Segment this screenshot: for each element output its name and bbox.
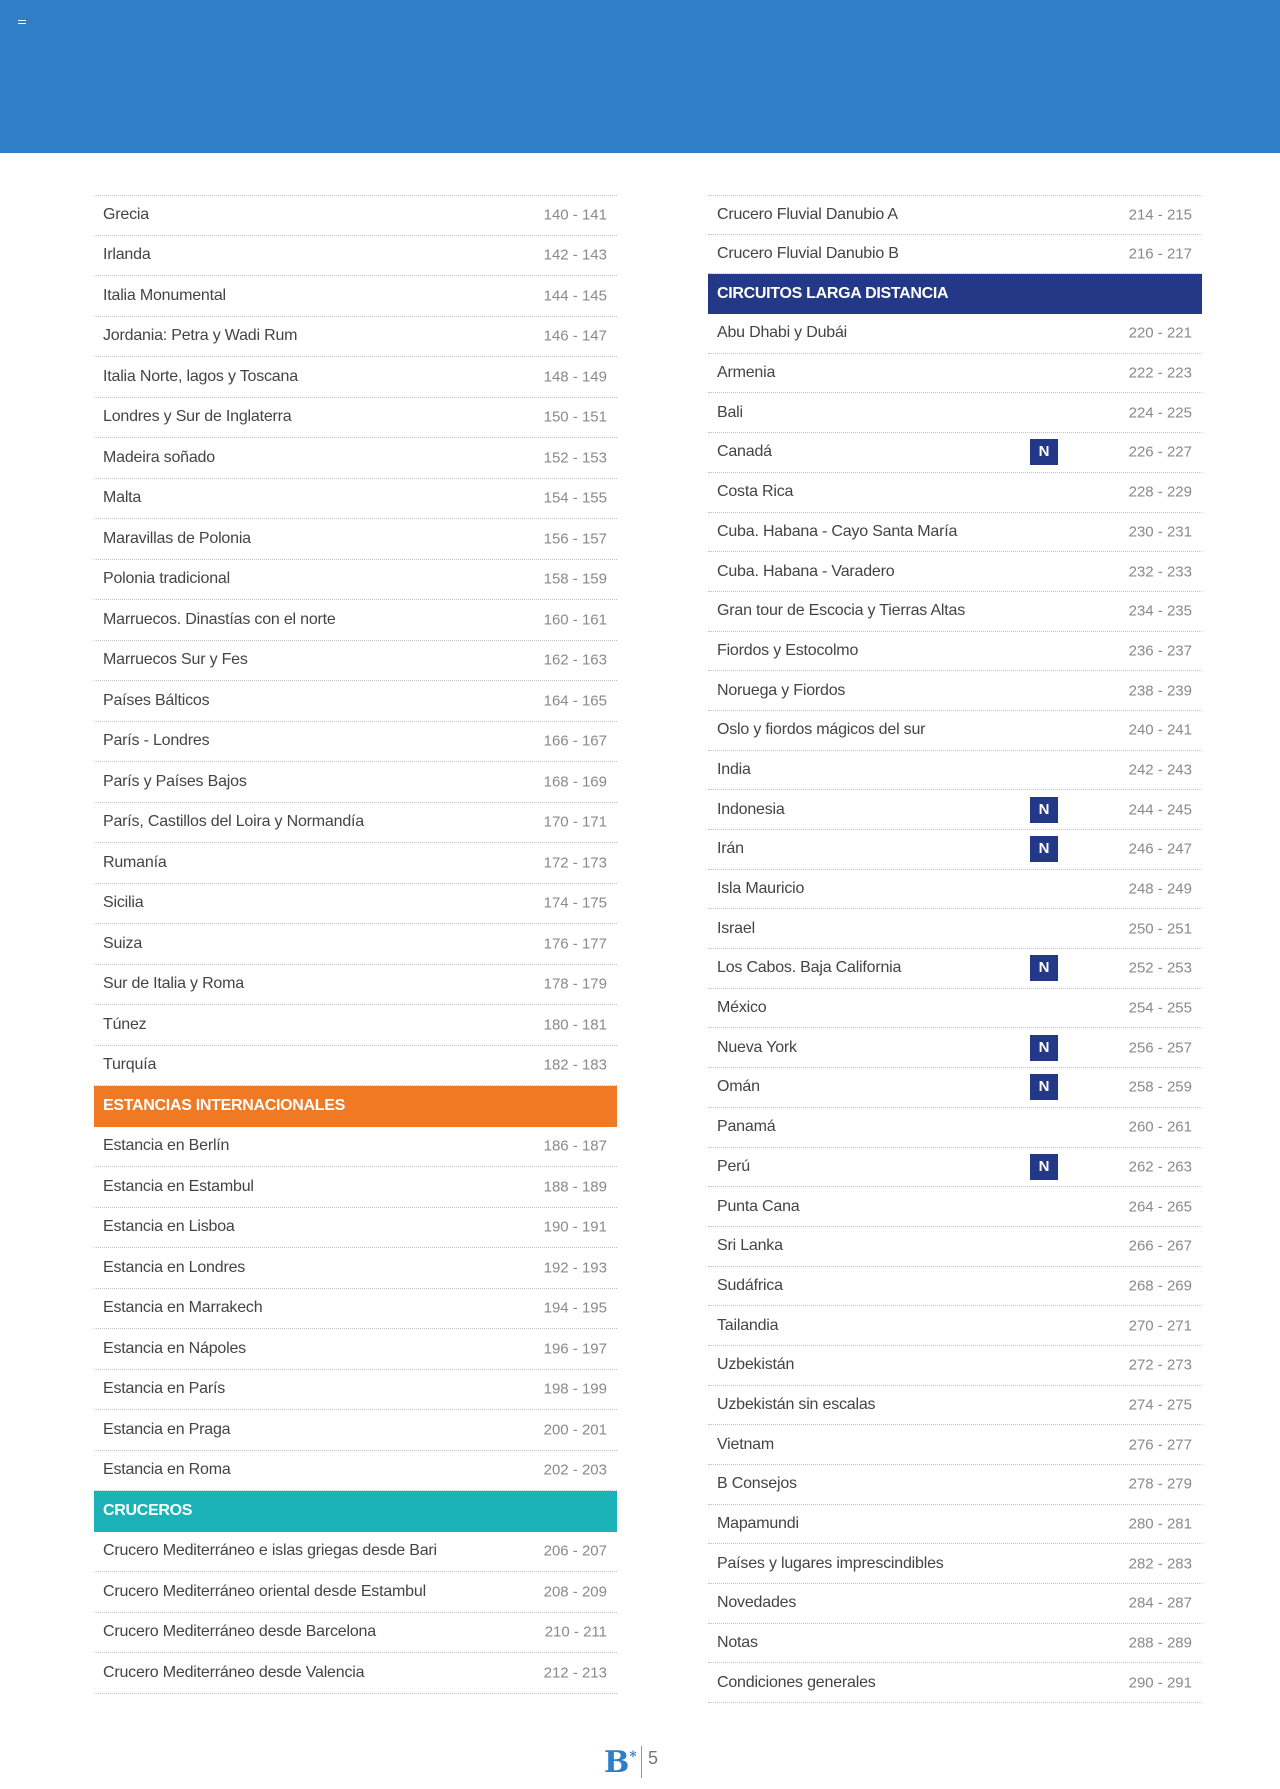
toc-entry-title: Jordania: Petra y Wadi Rum xyxy=(103,327,298,345)
toc-entry[interactable] xyxy=(94,1167,617,1208)
toc-entry-pages: 288 - 289 xyxy=(1128,1634,1192,1652)
toc-entry[interactable] xyxy=(708,513,1202,553)
toc-entry[interactable] xyxy=(708,909,1202,949)
toc-entry-title: Estancia en París xyxy=(103,1380,225,1398)
toc-entry-pages: 224 - 225 xyxy=(1128,404,1192,422)
toc-entry[interactable] xyxy=(94,884,617,925)
toc-entry-title: Polonia tradicional xyxy=(103,570,230,588)
toc-entry[interactable] xyxy=(708,1148,1202,1188)
toc-entry-pages: 266 - 267 xyxy=(1128,1237,1192,1255)
toc-entry-title: Italia Monumental xyxy=(103,286,226,304)
toc-entry-title: Estancia en Praga xyxy=(103,1420,231,1438)
toc-entry-pages: 158 - 159 xyxy=(543,570,607,588)
toc-entry-pages: 272 - 273 xyxy=(1128,1356,1192,1374)
toc-entry-pages: 290 - 291 xyxy=(1128,1674,1192,1692)
toc-entry-title: Tailandia xyxy=(717,1316,779,1334)
toc-entry-title: Países y lugares imprescindibles xyxy=(717,1554,944,1572)
toc-entry-title: Vietnam xyxy=(717,1435,775,1453)
toc-entry-title: Uzbekistán xyxy=(717,1356,795,1374)
toc-entry-title: Estancia en Roma xyxy=(103,1461,231,1479)
toc-entry-pages: 164 - 165 xyxy=(543,692,607,710)
toc-entry-pages: 230 - 231 xyxy=(1128,523,1192,541)
toc-entry-pages: 268 - 269 xyxy=(1128,1277,1192,1295)
toc-entry-pages: 200 - 201 xyxy=(543,1421,607,1439)
toc-entry[interactable] xyxy=(708,1068,1202,1108)
toc-entry[interactable] xyxy=(94,722,617,763)
toc-entry[interactable] xyxy=(94,1451,617,1492)
toc-entry-pages: 280 - 281 xyxy=(1128,1515,1192,1533)
toc-entry-title: Turquía xyxy=(103,1056,157,1074)
toc-entry-pages: 170 - 171 xyxy=(543,813,607,831)
toc-entry[interactable] xyxy=(708,1386,1202,1426)
toc-entry[interactable] xyxy=(94,236,617,277)
toc-entry[interactable] xyxy=(708,790,1202,830)
section-header xyxy=(708,274,1202,314)
toc-entry-pages: 160 - 161 xyxy=(543,611,607,629)
toc-entry-pages: 264 - 265 xyxy=(1128,1198,1192,1216)
hamburger-icon[interactable] xyxy=(18,20,26,26)
toc-entry[interactable] xyxy=(94,317,617,358)
toc-entry-pages: 166 - 167 xyxy=(543,732,607,750)
toc-entry-pages: 140 - 141 xyxy=(543,206,607,224)
toc-entry[interactable] xyxy=(94,1572,617,1613)
toc-entry-title: Londres y Sur de Inglaterra xyxy=(103,408,292,426)
toc-entry[interactable] xyxy=(94,1208,617,1249)
toc-entry[interactable] xyxy=(94,803,617,844)
toc-entry-title: Suiza xyxy=(103,934,143,952)
toc-entry[interactable] xyxy=(708,671,1202,711)
toc-entry-title: París, Castillos del Loira y Normandía xyxy=(103,813,364,831)
toc-entry[interactable] xyxy=(708,1624,1202,1664)
toc-entry[interactable] xyxy=(94,600,617,641)
toc-entry-pages: 182 - 183 xyxy=(543,1056,607,1074)
toc-entry-pages: 226 - 227 xyxy=(1128,443,1192,461)
new-badge: N xyxy=(1030,1074,1058,1100)
toc-entry-title: Armenia xyxy=(717,364,776,382)
toc-entry-title: Cuba. Habana - Cayo Santa María xyxy=(717,522,958,540)
toc-entry-pages: 238 - 239 xyxy=(1128,682,1192,700)
toc-entry[interactable] xyxy=(708,393,1202,433)
toc-entry-title: Estancia en Estambul xyxy=(103,1177,254,1195)
toc-entry-title: Indonesia xyxy=(717,800,785,818)
toc-entry[interactable] xyxy=(708,1306,1202,1346)
toc-entry-pages: 220 - 221 xyxy=(1128,324,1192,342)
toc-entry[interactable] xyxy=(94,195,617,236)
section-title: CIRCUITOS LARGA DISTANCIA xyxy=(717,285,949,303)
toc-entry-title: Malta xyxy=(103,489,142,507)
toc-entry[interactable] xyxy=(94,1613,617,1654)
toc-entry-pages: 270 - 271 xyxy=(1128,1317,1192,1335)
toc-entry-title: Noruega y Fiordos xyxy=(717,681,846,699)
toc-entry-pages: 168 - 169 xyxy=(543,773,607,791)
toc-entry[interactable] xyxy=(708,1544,1202,1584)
toc-entry-title: Punta Cana xyxy=(717,1197,800,1215)
toc-entry-title: Maravillas de Polonia xyxy=(103,529,251,547)
toc-entry-title: Grecia xyxy=(103,206,149,224)
section-header xyxy=(94,1491,617,1532)
toc-entry-title: Uzbekistán sin escalas xyxy=(717,1395,876,1413)
toc-entry-pages: 146 - 147 xyxy=(543,327,607,345)
toc-entry[interactable] xyxy=(94,762,617,803)
toc-entry-pages: 242 - 243 xyxy=(1128,761,1192,779)
toc-entry[interactable] xyxy=(94,965,617,1006)
toc-entry[interactable] xyxy=(708,1465,1202,1505)
section-header xyxy=(94,1086,617,1127)
toc-entry-title: Irán xyxy=(717,840,744,858)
toc-entry[interactable] xyxy=(708,1425,1202,1465)
toc-entry[interactable] xyxy=(94,843,617,884)
toc-entry[interactable] xyxy=(94,641,617,682)
toc-entry-pages: 198 - 199 xyxy=(543,1380,607,1398)
toc-entry[interactable] xyxy=(94,1653,617,1694)
toc-entry-pages: 278 - 279 xyxy=(1128,1475,1192,1493)
toc-entry[interactable] xyxy=(708,433,1202,473)
toc-entry-title: Condiciones generales xyxy=(717,1673,876,1691)
toc-entry-pages: 144 - 145 xyxy=(543,287,607,305)
toc-entry[interactable] xyxy=(94,1248,617,1289)
toc-right-column xyxy=(708,195,1202,1703)
toc-entry-pages: 174 - 175 xyxy=(543,894,607,912)
toc-entry-pages: 142 - 143 xyxy=(543,246,607,264)
toc-entry-pages: 234 - 235 xyxy=(1128,602,1192,620)
toc-entry[interactable] xyxy=(708,1663,1202,1703)
toc-entry[interactable] xyxy=(708,1267,1202,1307)
toc-entry-pages: 148 - 149 xyxy=(543,368,607,386)
toc-entry-title: Israel xyxy=(717,919,755,937)
toc-entry[interactable] xyxy=(708,711,1202,751)
toc-entry-pages: 258 - 259 xyxy=(1128,1078,1192,1096)
toc-entry-title: Crucero Fluvial Danubio A xyxy=(717,205,898,223)
toc-entry[interactable] xyxy=(94,357,617,398)
toc-entry-title: Mapamundi xyxy=(717,1515,799,1533)
toc-entry-title: Irlanda xyxy=(103,246,151,264)
toc-entry-pages: 250 - 251 xyxy=(1128,920,1192,938)
toc-entry-pages: 240 - 241 xyxy=(1128,721,1192,739)
toc-entry-pages: 282 - 283 xyxy=(1128,1555,1192,1573)
toc-entry-title: México xyxy=(717,999,767,1017)
toc-entry-pages: 248 - 249 xyxy=(1128,880,1192,898)
toc-entry[interactable] xyxy=(94,479,617,520)
toc-entry-pages: 254 - 255 xyxy=(1128,999,1192,1017)
toc-entry[interactable] xyxy=(708,949,1202,989)
toc-entry-pages: 222 - 223 xyxy=(1128,364,1192,382)
toc-entry-title: Madeira soñado xyxy=(103,448,215,466)
toc-entry[interactable] xyxy=(94,1329,617,1370)
toc-entry-title: Crucero Mediterráneo oriental desde Estambul xyxy=(103,1582,426,1600)
toc-entry[interactable] xyxy=(708,751,1202,791)
toc-entry[interactable] xyxy=(708,235,1202,275)
toc-entry-pages: 162 - 163 xyxy=(543,651,607,669)
toc-entry-pages: 190 - 191 xyxy=(543,1218,607,1236)
section-title: ESTANCIAS INTERNACIONALES xyxy=(103,1097,345,1115)
toc-entry-pages: 262 - 263 xyxy=(1128,1158,1192,1176)
toc-entry-title: Estancia en Londres xyxy=(103,1258,246,1276)
toc-entry-title: Crucero Mediterráneo desde Valencia xyxy=(103,1663,365,1681)
toc-entry[interactable] xyxy=(708,989,1202,1029)
toc-entry-pages: 210 - 211 xyxy=(544,1623,607,1641)
toc-entry-pages: 156 - 157 xyxy=(543,530,607,548)
toc-entry-pages: 208 - 209 xyxy=(543,1583,607,1601)
toc-entry[interactable] xyxy=(94,398,617,439)
toc-entry-pages: 256 - 257 xyxy=(1128,1039,1192,1057)
toc-entry[interactable] xyxy=(708,354,1202,394)
new-badge: N xyxy=(1030,439,1058,465)
toc-entry[interactable] xyxy=(708,1108,1202,1148)
toc-entry[interactable] xyxy=(94,1410,617,1451)
toc-entry[interactable] xyxy=(708,1584,1202,1624)
toc-entry-title: Costa Rica xyxy=(717,483,794,501)
brand-logo: B* xyxy=(604,1745,637,1780)
toc-entry-title: Italia Norte, lagos y Toscana xyxy=(103,367,298,385)
toc-entry-title: Nueva York xyxy=(717,1038,797,1056)
new-badge: N xyxy=(1030,1035,1058,1061)
toc-entry-title: Fiordos y Estocolmo xyxy=(717,641,859,659)
new-badge: N xyxy=(1030,797,1058,823)
toc-entry[interactable] xyxy=(708,473,1202,513)
toc-entry-pages: 152 - 153 xyxy=(543,449,607,467)
toc-entry-title: Isla Mauricio xyxy=(717,880,805,898)
toc-entry[interactable] xyxy=(94,1046,617,1087)
new-badge: N xyxy=(1030,1154,1058,1180)
toc-entry-title: Abu Dhabi y Dubái xyxy=(717,324,848,342)
toc-entry-title: Canadá xyxy=(717,443,772,461)
toc-entry-title: Sudáfrica xyxy=(717,1276,783,1294)
toc-entry-title: Estancia en Berlín xyxy=(103,1137,230,1155)
toc-entry-title: Estancia en Lisboa xyxy=(103,1218,235,1236)
toc-entry-title: Novedades xyxy=(717,1594,797,1612)
toc-entry-title: Crucero Mediterráneo e islas griegas desde Bari xyxy=(103,1542,437,1560)
toc-entry-pages: 232 - 233 xyxy=(1128,563,1192,581)
toc-entry-title: B Consejos xyxy=(717,1475,797,1493)
toc-entry[interactable] xyxy=(94,560,617,601)
page-number: 5 xyxy=(648,1748,659,1768)
toc-entry-title: Sri Lanka xyxy=(717,1237,783,1255)
toc-entry-title: París - Londres xyxy=(103,732,210,750)
toc-entry[interactable] xyxy=(708,195,1202,235)
toc-entry-title: Notas xyxy=(717,1634,758,1652)
toc-entry-pages: 196 - 197 xyxy=(543,1340,607,1358)
new-badge: N xyxy=(1030,836,1058,862)
toc-entry[interactable] xyxy=(94,438,617,479)
toc-entry-title: Los Cabos. Baja California xyxy=(717,959,902,977)
toc-entry-title: Túnez xyxy=(103,1015,147,1033)
toc-entry-title: India xyxy=(717,760,751,778)
toc-entry-title: París y Países Bajos xyxy=(103,772,247,790)
toc-entry[interactable] xyxy=(708,314,1202,354)
toc-entry-title: Marruecos. Dinastías con el norte xyxy=(103,610,336,628)
toc-entry-pages: 150 - 151 xyxy=(543,408,607,426)
toc-entry-title: Oslo y fiordos mágicos del sur xyxy=(717,721,926,739)
toc-entry[interactable] xyxy=(708,1227,1202,1267)
new-badge: N xyxy=(1030,955,1058,981)
toc-entry-pages: 206 - 207 xyxy=(543,1542,607,1560)
toc-entry-pages: 260 - 261 xyxy=(1128,1118,1192,1136)
toc-entry-title: Rumanía xyxy=(103,853,167,871)
toc-entry-title: Países Bálticos xyxy=(103,691,210,709)
toc-entry-title: Estancia en Marrakech xyxy=(103,1299,263,1317)
toc-entry-title: Estancia en Nápoles xyxy=(103,1339,246,1357)
toc-entry-pages: 214 - 215 xyxy=(1128,206,1192,224)
toc-entry[interactable] xyxy=(708,1187,1202,1227)
toc-entry-pages: 194 - 195 xyxy=(543,1299,607,1317)
toc-entry[interactable] xyxy=(708,1028,1202,1068)
toc-entry-pages: 176 - 177 xyxy=(543,935,607,953)
toc-entry[interactable] xyxy=(94,1370,617,1411)
toc-entry-title: Marruecos Sur y Fes xyxy=(103,651,248,669)
toc-entry[interactable] xyxy=(94,1532,617,1573)
toc-entry-pages: 236 - 237 xyxy=(1128,642,1192,660)
toc-entry-pages: 186 - 187 xyxy=(543,1137,607,1155)
toc-entry[interactable] xyxy=(94,276,617,317)
toc-entry[interactable] xyxy=(708,1346,1202,1386)
toc-entry-pages: 246 - 247 xyxy=(1128,840,1192,858)
toc-entry-title: Perú xyxy=(717,1157,750,1175)
toc-entry-pages: 216 - 217 xyxy=(1128,245,1192,263)
toc-entry-title: Gran tour de Escocia y Tierras Altas xyxy=(717,602,966,620)
toc-entry-pages: 252 - 253 xyxy=(1128,959,1192,977)
toc-entry-title: Bali xyxy=(717,403,743,421)
toc-entry-title: Sur de Italia y Roma xyxy=(103,975,244,993)
toc-entry-pages: 192 - 193 xyxy=(543,1259,607,1277)
section-title: CRUCEROS xyxy=(103,1502,193,1520)
footer-divider xyxy=(641,1746,642,1778)
toc-entry[interactable] xyxy=(94,1127,617,1168)
toc-entry-pages: 284 - 287 xyxy=(1128,1594,1192,1612)
toc-entry[interactable] xyxy=(708,592,1202,632)
toc-entry-title: Crucero Fluvial Danubio B xyxy=(717,245,899,263)
toc-entry[interactable] xyxy=(94,519,617,560)
toc-entry-pages: 202 - 203 xyxy=(543,1461,607,1479)
toc-entry[interactable] xyxy=(708,1505,1202,1545)
toc-entry-pages: 188 - 189 xyxy=(543,1178,607,1196)
toc-entry-title: Cuba. Habana - Varadero xyxy=(717,562,895,580)
toc-entry-title: Sicilia xyxy=(103,894,144,912)
toc-entry-pages: 172 - 173 xyxy=(543,854,607,872)
toc-entry[interactable] xyxy=(94,924,617,965)
toc-entry-title: Omán xyxy=(717,1078,760,1096)
toc-entry[interactable] xyxy=(708,632,1202,672)
toc-entry-pages: 276 - 277 xyxy=(1128,1436,1192,1454)
toc-left-column xyxy=(94,195,617,1694)
toc-entry-pages: 212 - 213 xyxy=(543,1664,607,1682)
toc-entry-pages: 154 - 155 xyxy=(543,489,607,507)
toc-entry[interactable] xyxy=(94,681,617,722)
toc-entry-title: Crucero Mediterráneo desde Barcelona xyxy=(103,1623,376,1641)
toc-entry[interactable] xyxy=(94,1005,617,1046)
toc-entry-pages: 180 - 181 xyxy=(543,1016,607,1034)
toc-entry-pages: 178 - 179 xyxy=(543,975,607,993)
header-bar xyxy=(0,0,1280,153)
toc-entry-pages: 244 - 245 xyxy=(1128,801,1192,819)
toc-entry-pages: 274 - 275 xyxy=(1128,1396,1192,1414)
toc-entry[interactable] xyxy=(708,870,1202,910)
toc-entry-title: Panamá xyxy=(717,1118,776,1136)
toc-entry[interactable] xyxy=(708,830,1202,870)
toc-entry[interactable] xyxy=(94,1289,617,1330)
toc-entry-pages: 228 - 229 xyxy=(1128,483,1192,501)
toc-entry[interactable] xyxy=(708,552,1202,592)
